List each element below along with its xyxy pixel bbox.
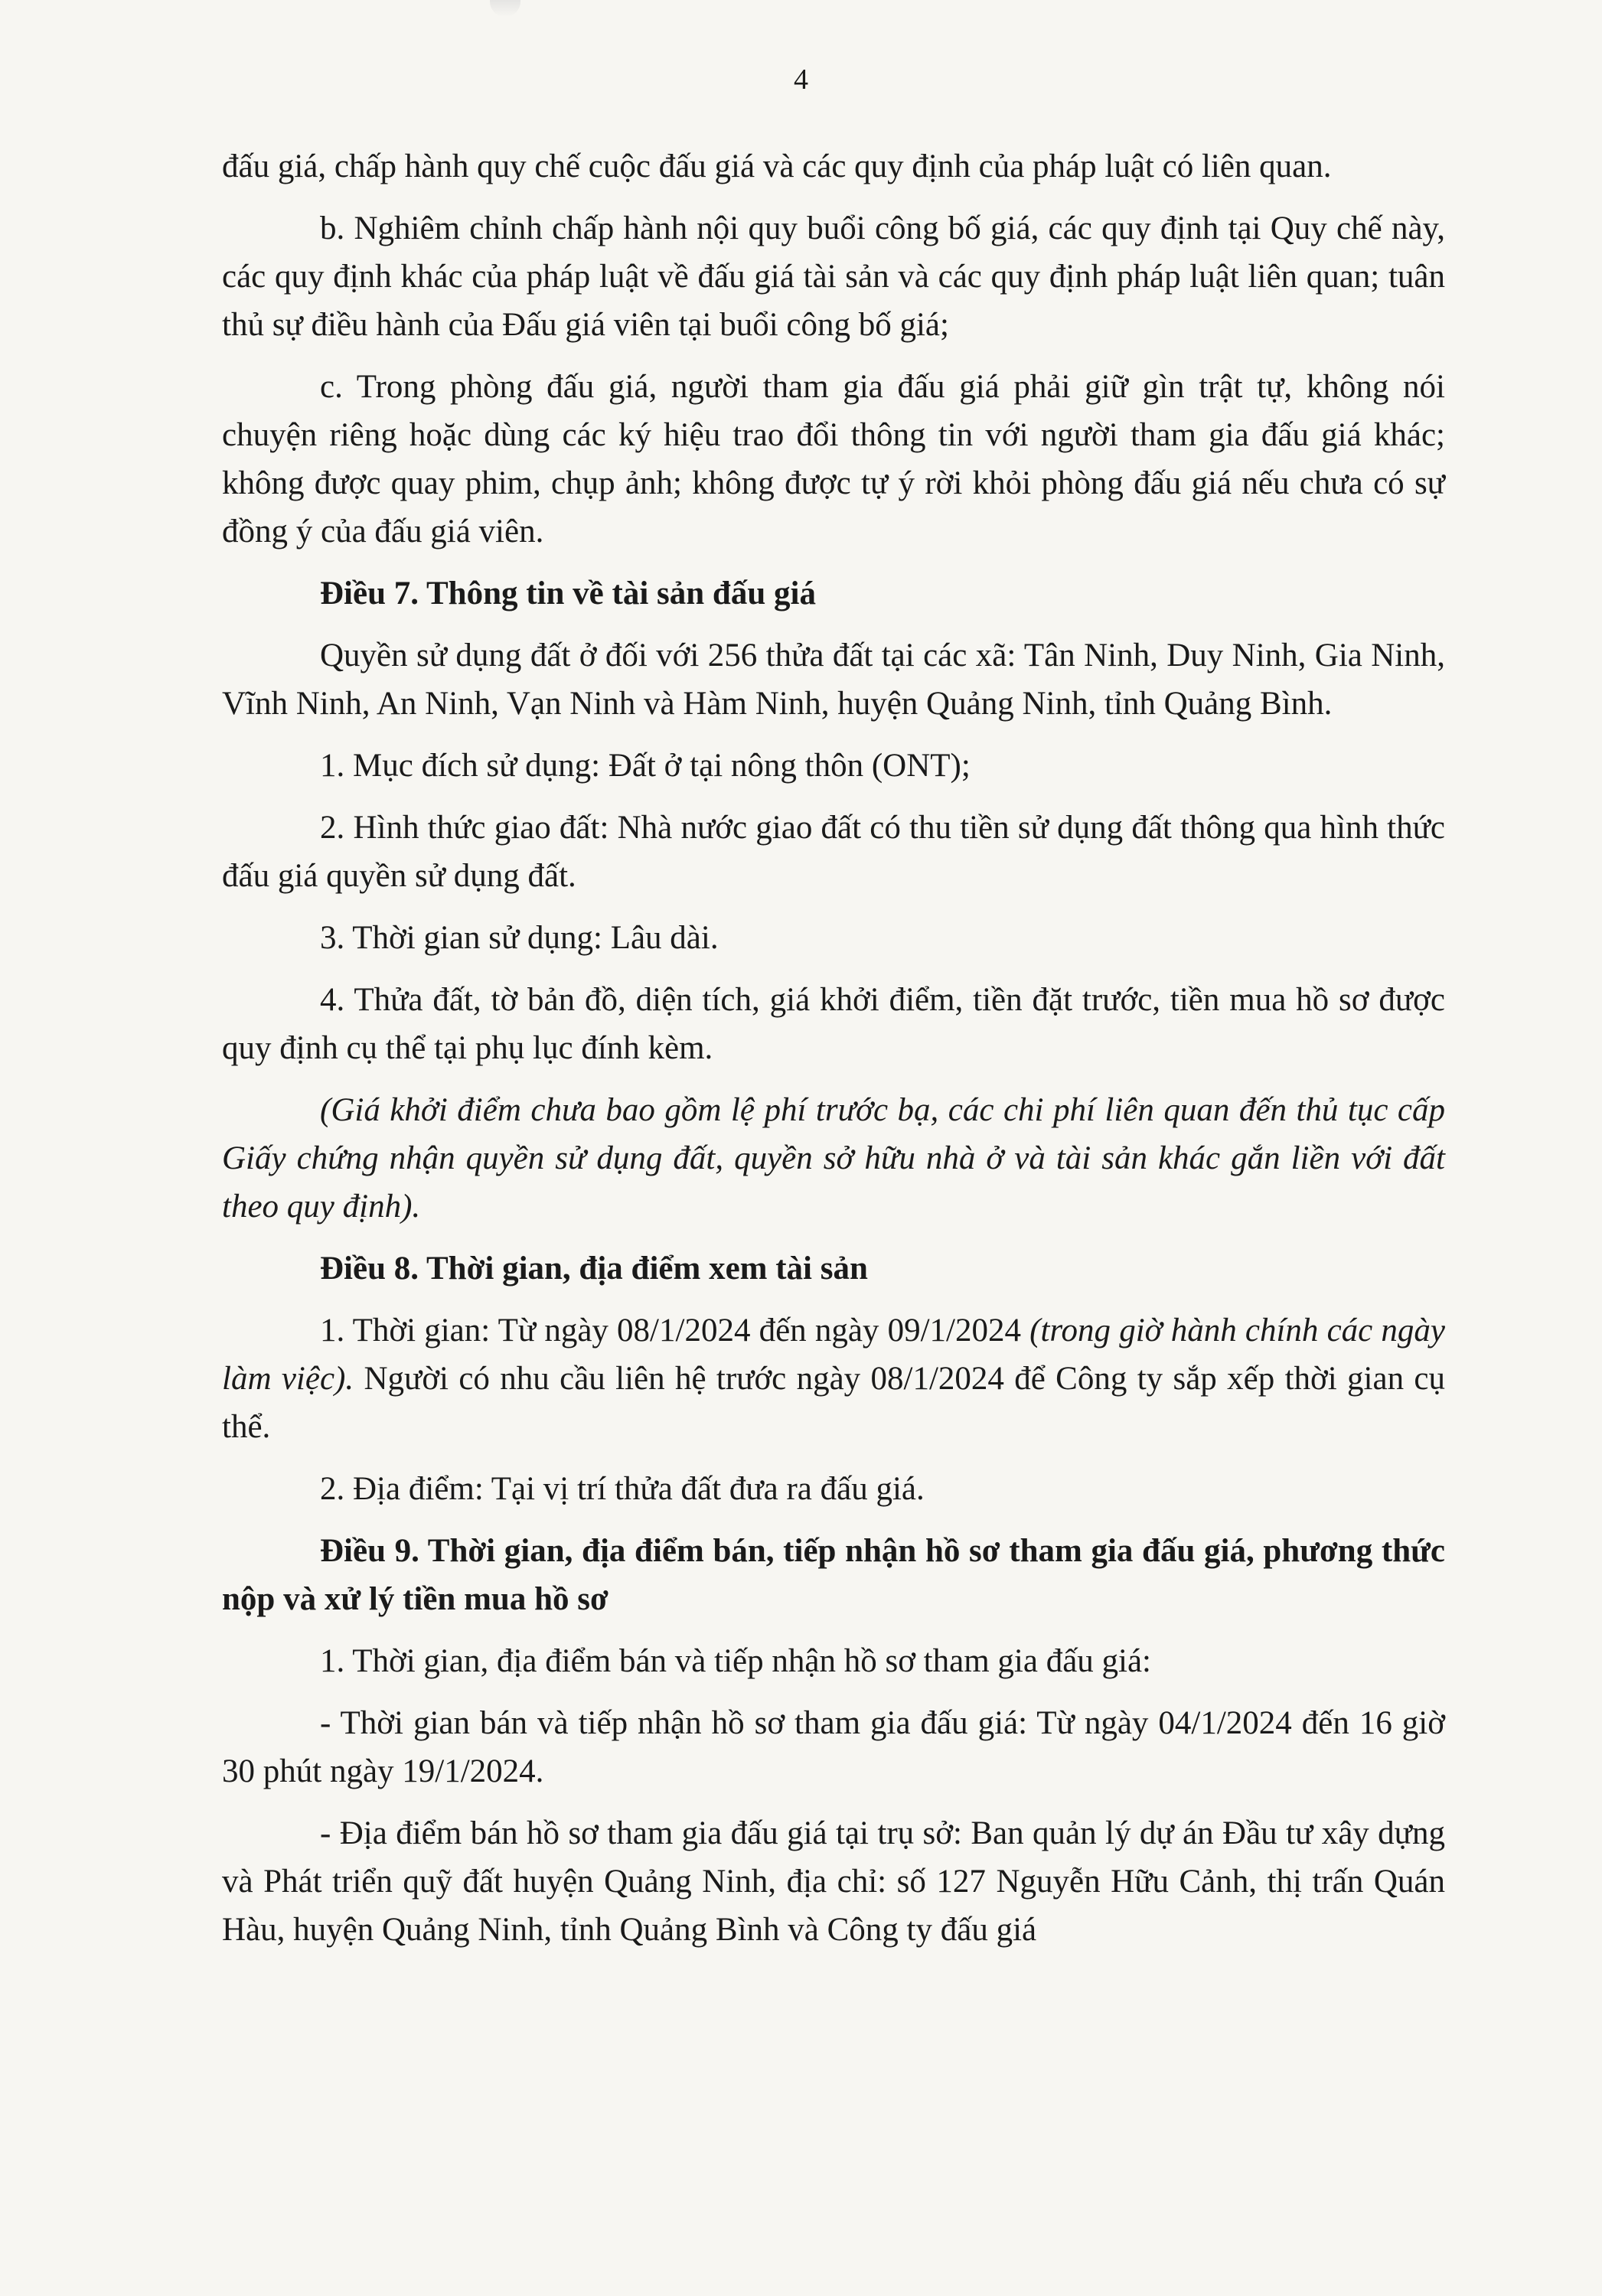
- text-run: 1. Thời gian: Từ ngày 08/1/2024 đến ngày 09/1/2024: [320, 1313, 1030, 1349]
- italic-run: (trong giờ hành chính các ngày làm việc).: [222, 1313, 1445, 1397]
- paragraph: c. Trong phòng đấu giá, người tham gia đấu giá phải giữ gìn trật tự, không nói chuyện riêng hoặc dùng các ký hiệu trao đổi thông tin với người tham gia đấu giá khác; không được quay phim, chụp ảnh; không được tự ý rời khỏi phòng đấu giá nếu chưa có sự đồng ý của đấu giá viên.: [222, 369, 1445, 550]
- scan-artifact: [490, 0, 520, 17]
- paragraph: 4. Thửa đất, tờ bản đồ, diện tích, giá khởi điểm, tiền đặt trước, tiền mua hồ sơ được quy định cụ thể tại phụ lục đính kèm.: [222, 982, 1445, 1066]
- article-9-heading: Điều 9. Thời gian, địa điểm bán, tiếp nhận hồ sơ tham gia đấu giá, phương thức nộp và xử lý tiền mua hồ sơ: [222, 1533, 1445, 1617]
- paragraph: 1. Mục đích sử dụng: Đất ở tại nông thôn (ONT);: [320, 748, 971, 784]
- paragraph: 1. Thời gian, địa điểm bán và tiếp nhận hồ sơ tham gia đấu giá:: [320, 1643, 1152, 1679]
- paragraph: 2. Địa điểm: Tại vị trí thửa đất đưa ra đấu giá.: [320, 1471, 925, 1507]
- article-8-heading: Điều 8. Thời gian, địa điểm xem tài sản: [320, 1251, 868, 1287]
- paragraph: - Thời gian bán và tiếp nhận hồ sơ tham gia đấu giá: Từ ngày 04/1/2024 đến 16 giờ 30 phút ngày 19/1/2024.: [222, 1705, 1445, 1789]
- italic-note: (Giá khởi điểm chưa bao gồm lệ phí trước bạ, các chi phí liên quan đến thủ tục cấp Giấy chứng nhận quyền sử dụng đất, quyền sở hữu nhà ở và tài sản khác gắn liền với đất theo quy định).: [222, 1092, 1445, 1225]
- document-body: [222, 142, 1445, 1954]
- paragraph: 2. Hình thức giao đất: Nhà nước giao đất có thu tiền sử dụng đất thông qua hình thức đấu giá quyền sử dụng đất.: [222, 810, 1445, 894]
- page-number: 4: [794, 64, 808, 96]
- paragraph: 3. Thời gian sử dụng: Lâu dài.: [320, 920, 719, 956]
- paragraph: - Địa điểm bán hồ sơ tham gia đấu giá tại trụ sở: Ban quản lý dự án Đầu tư xây dựng và Phát triển quỹ đất huyện Quảng Ninh, địa chỉ: số 127 Nguyễn Hữu Cảnh, thị trấn Quán Hàu, huyện Quảng Ninh, tỉnh Quảng Bình và Công ty đấu giá: [222, 1815, 1445, 1948]
- text-run: Người có nhu cầu liên hệ trước ngày 08/1/2024 để Công ty sắp xếp thời gian cụ thể.: [222, 1361, 1446, 1445]
- article-7-heading: Điều 7. Thông tin về tài sản đấu giá: [320, 576, 816, 612]
- paragraph: b. Nghiêm chỉnh chấp hành nội quy buổi công bố giá, các quy định tại Quy chế này, các quy định khác của pháp luật về đấu giá tài sản và các quy định pháp luật liên quan; tuân thủ sự điều hành của Đấu giá viên tại buổi công bố giá;: [222, 210, 1445, 343]
- paragraph: đấu giá, chấp hành quy chế cuộc đấu giá và các quy định của pháp luật có liên quan.: [222, 148, 1332, 184]
- paragraph: Quyền sử dụng đất ở đối với 256 thửa đất tại các xã: Tân Ninh, Duy Ninh, Gia Ninh, Vĩnh Ninh, An Ninh, Vạn Ninh và Hàm Ninh, huyện Quảng Ninh, tỉnh Quảng Bình.: [222, 638, 1445, 722]
- paragraph: [222, 1306, 1445, 1451]
